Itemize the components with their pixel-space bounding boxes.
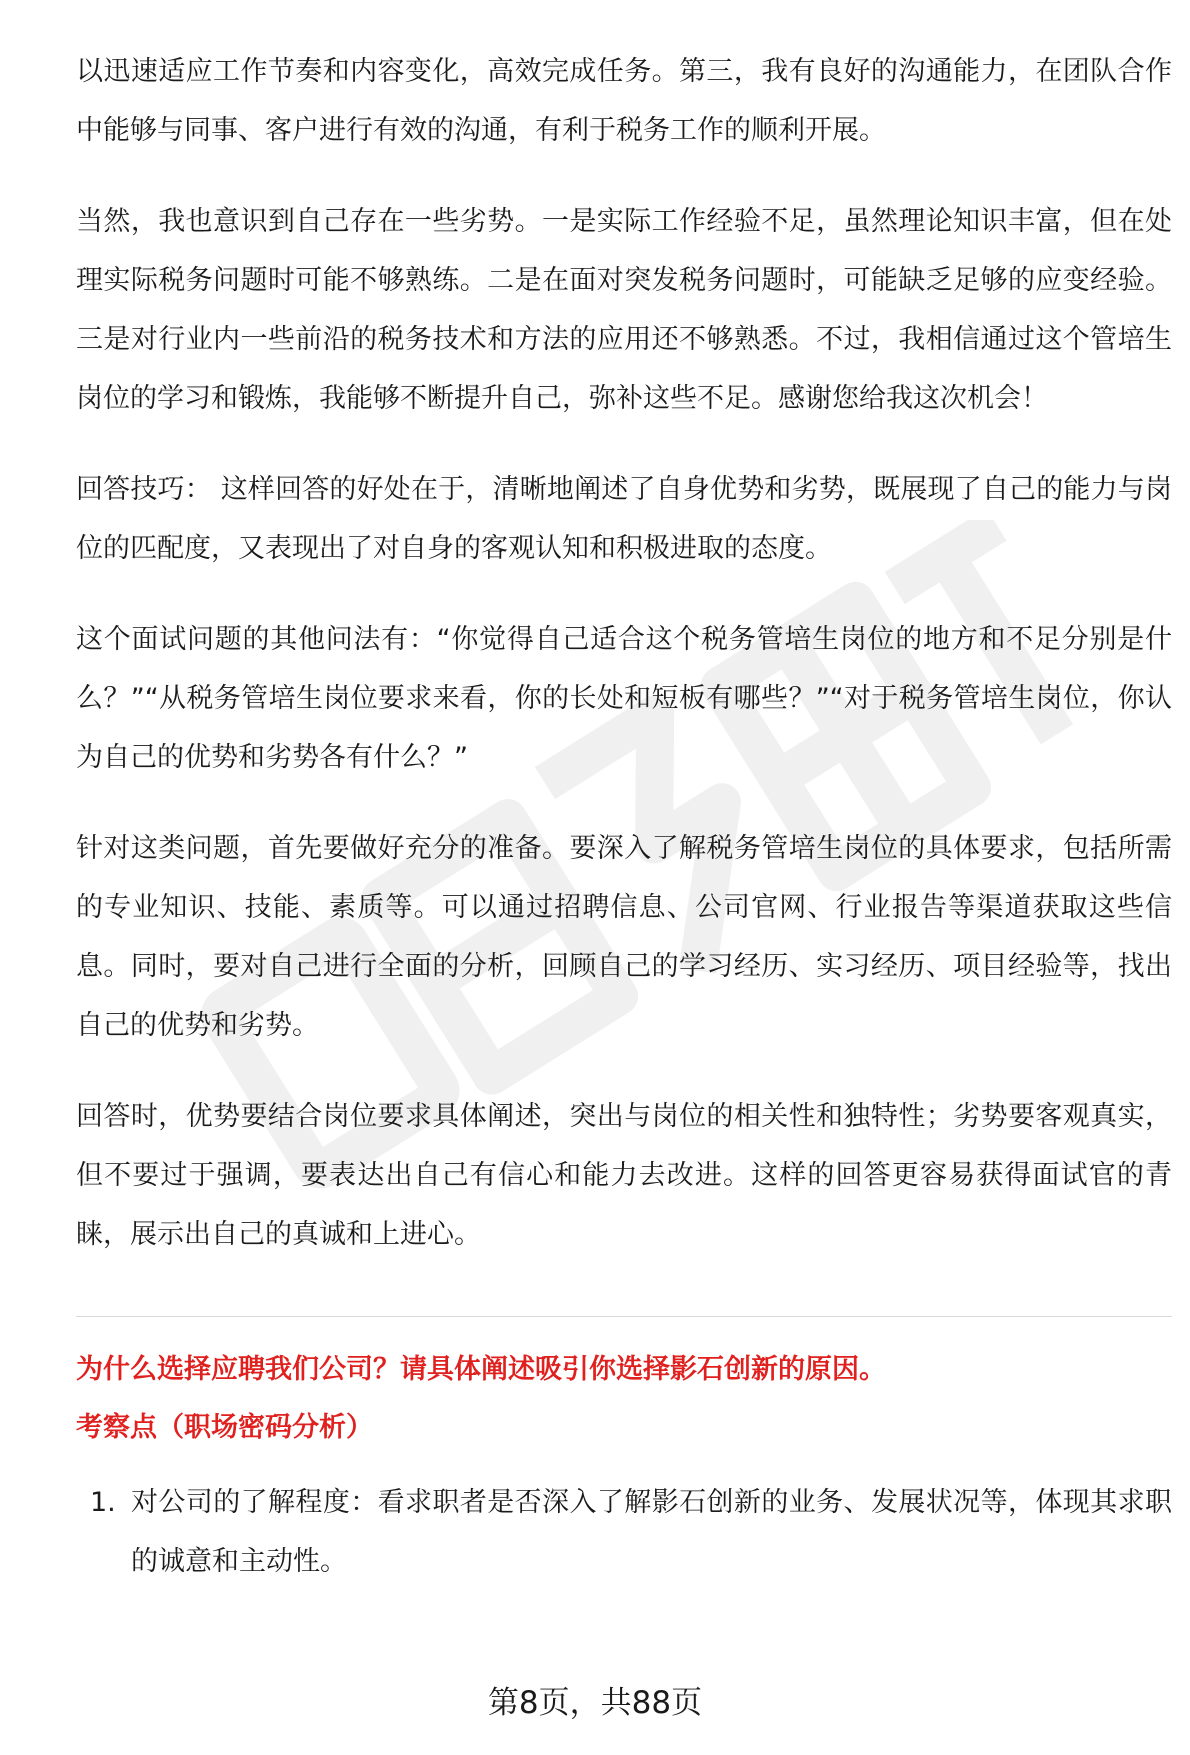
document-body (76, 42, 1172, 1591)
interview-question-heading: 为什么选择应聘我们公司？请具体阐述吸引你选择影石创新的原因。 (76, 1354, 886, 1385)
paragraph-strengths-continued: 以迅速适应工作节奏和内容变化，高效完成任务。第三，我有良好的沟通能力，在团队合作中能够与同事、客户进行有效的沟通，有利于税务工作的顺利开展。 (76, 56, 1172, 146)
paragraph-weaknesses: 当然，我也意识到自己存在一些劣势。一是实际工作经验不足，虽然理论知识丰富，但在处理实际税务问题时可能不够熟练。二是在面对突发税务问题时，可能缺乏足够的应变经验。三是对行业内一些前沿的税务技术和方法的应用还不够熟悉。不过，我相信通过这个管培生岗位的学习和锻炼，我能够不断提升自己，弥补这些不足。感谢您给我这次机会！ (76, 206, 1172, 414)
assessment-point-heading: 考察点（职场密码分析） (76, 1412, 373, 1443)
paragraph-preparation: 针对这类问题，首先要做好充分的准备。要深入了解税务管培生岗位的具体要求，包括所需的专业知识、技能、素质等。可以通过招聘信息、公司官网、行业报告等渠道获取这些信息。同时，要对自己进行全面的分析，回顾自己的学习经历、实习经历、项目经验等，找出自己的优势和劣势。 (76, 833, 1172, 1041)
paragraph-answer-advice: 回答时，优势要结合岗位要求具体阐述，突出与岗位的相关性和独特性；劣势要客观真实，但不要过于强调，要表达出自己有信心和能力去改进。这样的回答更容易获得面试官的青睐，展示出自己的真诚和上进心。 (76, 1101, 1172, 1250)
list-item (76, 1473, 1172, 1591)
section-divider (76, 1316, 1172, 1317)
page-number-footer: 第8页，共88页 (487, 1685, 703, 1721)
assessment-point-list (76, 1473, 1172, 1591)
paragraph-answer-tips: 回答技巧： 这样回答的好处在于，清晰地阐述了自身优势和劣势，既展现了自己的能力与岗位的匹配度，又表现出了对自身的客观认知和积极进取的态度。 (76, 474, 1172, 564)
paragraph-alternative-questions: 这个面试问题的其他问法有：“你觉得自己适合这个税务管培生岗位的地方和不足分别是什么？”“从税务管培生岗位要求来看，你的长处和短板有哪些？”“对于税务管培生岗位，你认为自己的优势和劣势各有什么？” (76, 624, 1172, 773)
list-item-number: 1. (90, 1487, 116, 1518)
list-item-text: 对公司的了解程度：看求职者是否深入了解影石创新的业务、发展状况等，体现其求职的诚意和主动性。 (131, 1487, 1172, 1577)
